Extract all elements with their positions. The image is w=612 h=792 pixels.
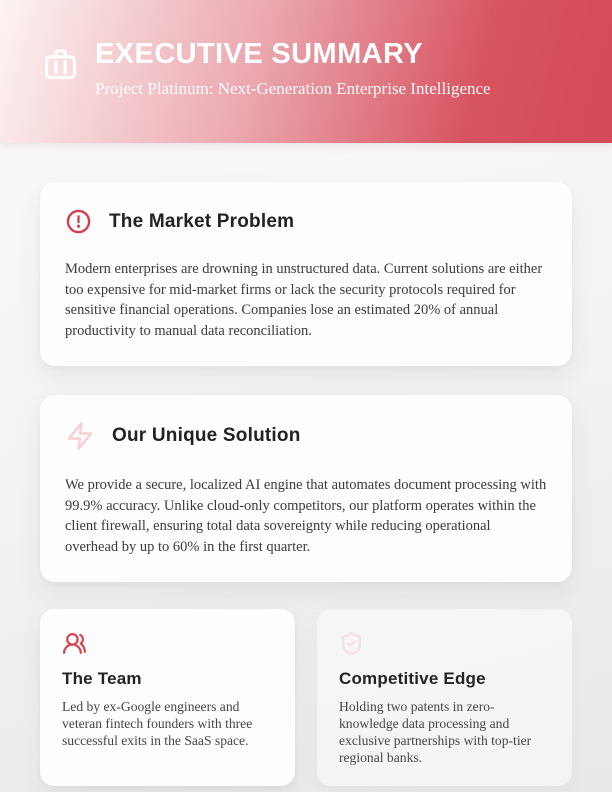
alert-circle-icon	[65, 208, 92, 235]
card-title: Competitive Edge	[339, 668, 486, 688]
section-title: Our Unique Solution	[112, 424, 301, 446]
shield-check-icon	[339, 631, 550, 656]
section-header	[65, 208, 547, 235]
page-subtitle: Project Platinum: Next-Generation Enterprise Intelligence	[95, 79, 491, 99]
content-area	[0, 182, 612, 786]
users-icon	[62, 631, 273, 656]
competitive-edge-card	[317, 609, 572, 787]
card-body: Led by ex-Google engineers and veteran fintech founders with three successful exits in the SaaS space.	[62, 698, 253, 749]
zap-icon	[65, 421, 95, 451]
card-row	[40, 609, 572, 787]
section-card-market-problem	[40, 182, 572, 366]
section-header	[65, 421, 547, 451]
briefcase-icon	[42, 46, 79, 83]
section-body: Modern enterprises are drowning in unstructured data. Current solutions are either too expensive for mid-market firms or lack the security protocols required for sensitive financial operations. Companies lose an estimated 20% of annual productivity to manual data reconciliation.	[65, 261, 543, 340]
header-text-block	[95, 38, 491, 99]
card-body: Holding two patents in zero-knowledge data processing and exclusive partnerships with top-tier regional banks.	[339, 698, 532, 766]
header-banner	[0, 0, 612, 143]
page-title: EXECUTIVE SUMMARY	[95, 38, 423, 70]
section-title: The Market Problem	[109, 210, 295, 232]
team-card	[40, 609, 295, 787]
section-card-unique-solution	[40, 395, 572, 582]
card-title: The Team	[62, 668, 142, 688]
section-body: We provide a secure, localized AI engine that automates document processing with 99.9% accuracy. Unlike cloud-only competitors, our platform operates within the client firewall, ensuring total data sovereignty while reducing operational overhead by up to 60% in the first quarter.	[65, 476, 547, 555]
